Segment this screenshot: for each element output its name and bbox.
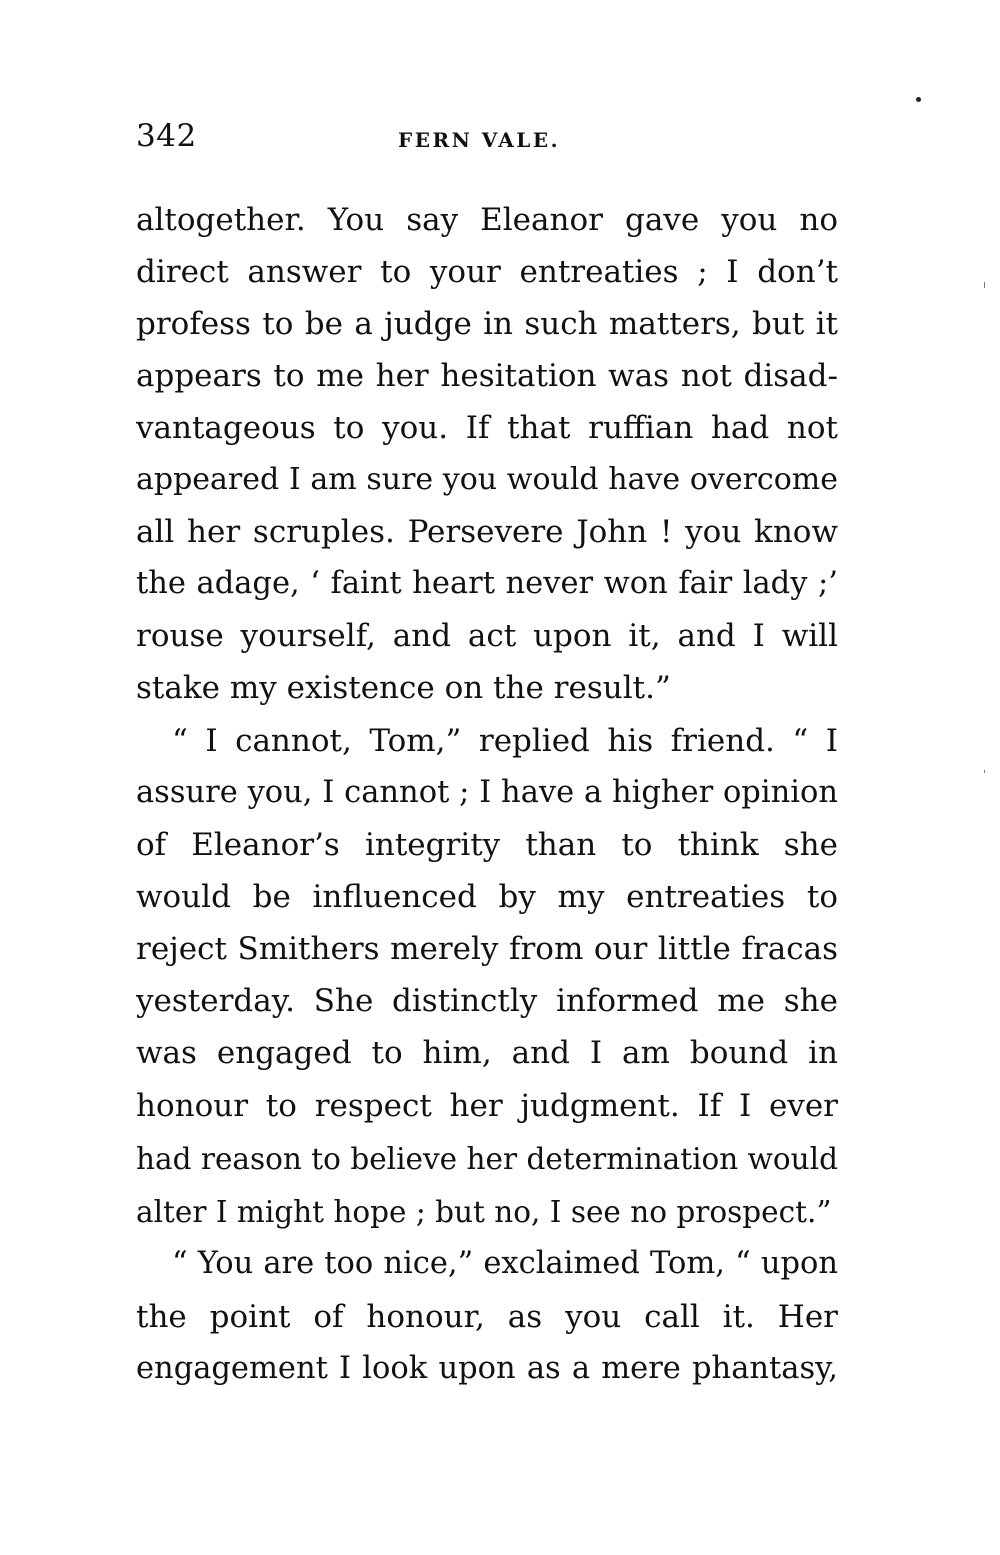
text-line: was engaged to him, and I am bound in	[136, 1035, 838, 1071]
page-number: 342	[136, 118, 197, 154]
text-line: yesterday. She distinctly informed me she	[136, 983, 838, 1019]
ink-speck	[916, 97, 921, 102]
text-line: all her scruples. Persevere John ! you know	[136, 514, 838, 550]
text-line: alter I might hope ; but no, I see no prospect.”	[136, 1195, 832, 1229]
text-line: rouse yourself, and act upon it, and I will	[136, 618, 838, 654]
text-line: would be influenced by my entreaties to	[136, 879, 838, 915]
text-line: “ You are too nice,” exclaimed Tom, “ upon	[172, 1246, 838, 1281]
text-line: profess to be a judge in such matters, but it	[136, 306, 838, 342]
text-line: had reason to believe her determination would	[136, 1142, 838, 1176]
text-line: vantageous to you. If that ruffian had not	[136, 410, 838, 446]
text-line: the point of honour, as you call it. Her	[136, 1299, 838, 1335]
text-line: stake my existence on the result.”	[136, 670, 671, 706]
text-line: appeared I am sure you would have overcome	[136, 462, 838, 497]
text-line: direct answer to your entreaties ; I don’t	[136, 254, 838, 290]
text-line: altogether. You say Eleanor gave you no	[136, 202, 838, 238]
text-line: reject Smithers merely from our little fracas	[136, 931, 838, 967]
text-line: the adage, ‘ faint heart never won fair lady ;’	[136, 566, 838, 601]
text-line: appears to me her hesitation was not disad-	[136, 358, 838, 394]
text-line: engagement I look upon as a mere phantasy,	[136, 1351, 838, 1386]
running-title: FERN VALE.	[398, 128, 561, 152]
text-line: assure you, I cannot ; I have a higher opinion	[136, 775, 838, 810]
edge-mark	[984, 770, 985, 773]
edge-mark	[984, 282, 985, 288]
text-line: of Eleanor’s integrity than to think she	[136, 827, 838, 863]
text-line: “ I cannot, Tom,” replied his friend. “ I	[172, 723, 838, 759]
text-line: honour to respect her judgment. If I ever	[136, 1088, 838, 1124]
